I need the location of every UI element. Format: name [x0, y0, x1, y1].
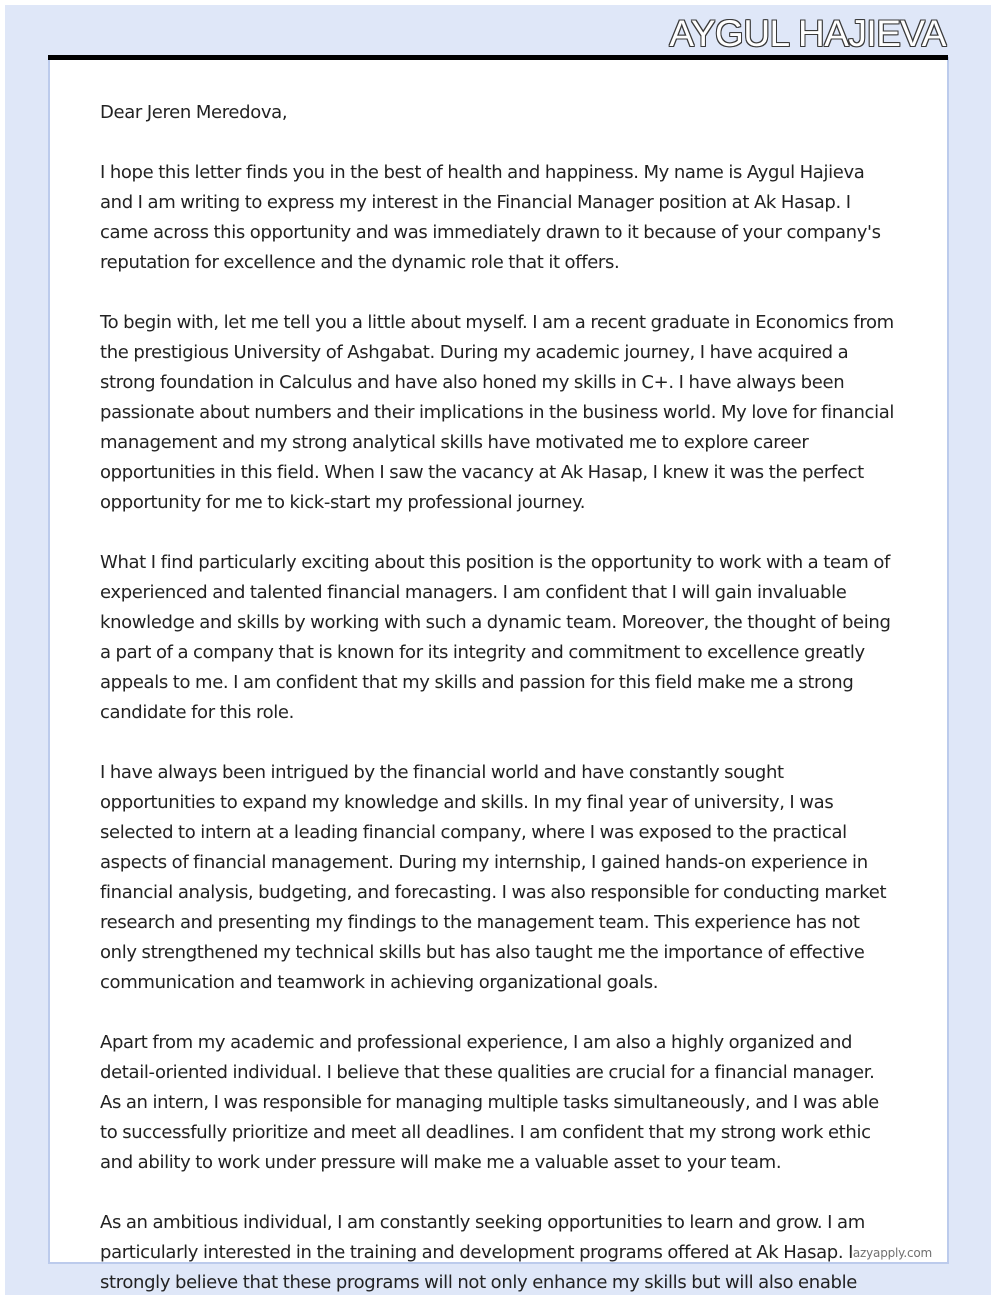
letter-paragraph: I hope this letter finds you in the best of health and happiness. My name is Aygul Hajieva and I am writing to express my interest in the Financial Manager position at Ak Hasap. I came across this opportunity and was immediately drawn to it because of your company's reputation for excellence and the dynamic role that it offers. — [100, 162, 881, 273]
letter-paragraph: What I find particularly exciting about this position is the opportunity to work with a team of experienced and talented financial managers. I am confident that I will gain invaluable knowledge and skills by working with such a dynamic team. Moreover, the thought of being a part of a company that is known for its integrity and commitment to excellence greatly appeals to me. I am confident that my skills and passion for this field make me a strong candidate for this role. — [100, 552, 891, 723]
letter-paragraph: Apart from my academic and professional experience, I am also a highly organized and detail-oriented individual. I believe that these qualities are crucial for a financial manager. As an intern, I was responsible for managing multiple tasks simultaneously, and I was able to successfully prioritize and meet all deadlines. I am confident that my strong work ethic and ability to work under pressure will make me a valuable asset to your team. — [100, 1032, 879, 1173]
letter-paragraph: To begin with, let me tell you a little about myself. I am a recent graduate in Economics from the prestigious University of Ashgabat. During my academic journey, I have acquired a strong foundation in Calculus and have also honed my skills in C+. I have always been passionate about numbers and their implications in the business world. My love for financial management and my strong analytical skills have motivated me to explore career opportunities in this field. When I saw the vacancy at Ak Hasap, I knew it was the perfect opportunity for me to kick-start my professional journey. — [100, 312, 895, 513]
page-backdrop — [5, 5, 991, 1295]
watermark: lazyapply.com — [849, 1246, 932, 1260]
header-divider — [48, 55, 948, 60]
letter-paragraph: I have always been intrigued by the financial world and have constantly sought opportunities to expand my knowledge and skills. In my final year of university, I was selected to intern at a leading financial company, where I was exposed to the practical aspects of financial management. During my internship, I gained hands-on experience in financial analysis, budgeting, and forecasting. I was also responsible for conducting market research and presenting my findings to the management team. This experience has not only strengthened my technical skills but has also taught me the importance of effective communication and teamwork in achieving organizational goals. — [100, 762, 887, 993]
applicant-name: AYGUL HAJIEVA — [669, 13, 946, 54]
letter-paragraph: As an ambitious individual, I am constantly seeking opportunities to learn and grow. I am particularly interested in the training and development programs offered at Ak Hasap. I strongly believe that these programs will not only enhance my skills but will also enable — [100, 1212, 865, 1293]
letter-body — [100, 98, 900, 1295]
salutation: Dear Jeren Meredova, — [100, 102, 288, 123]
